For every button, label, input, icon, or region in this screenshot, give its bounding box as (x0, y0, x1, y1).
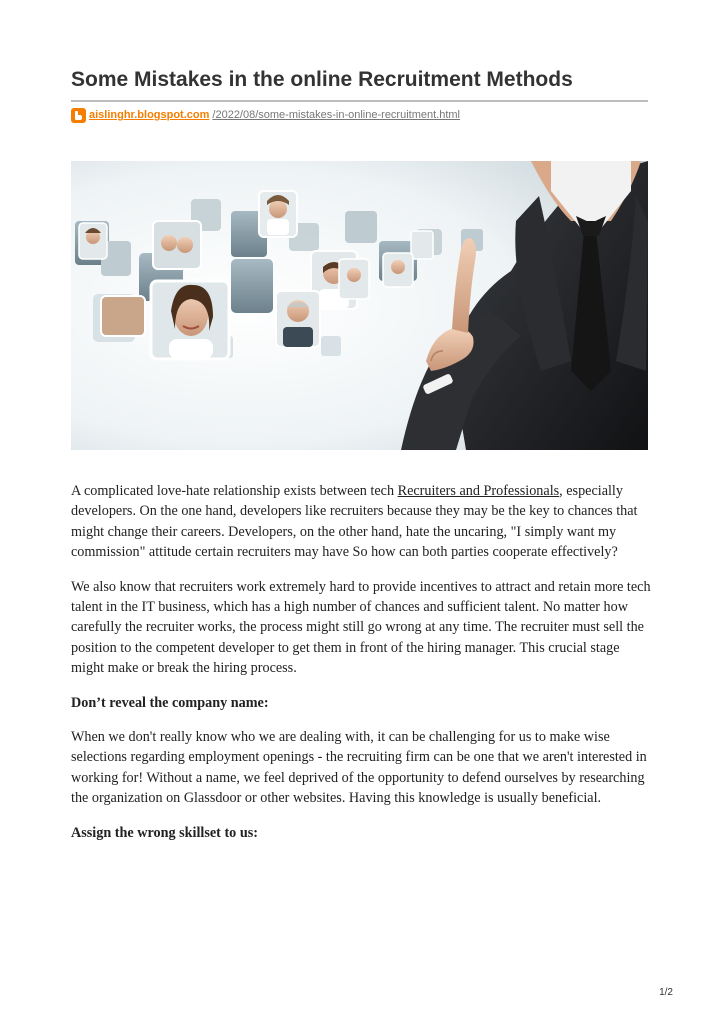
source-domain[interactable]: aislinghr.blogspot.com (89, 109, 210, 121)
page-number: 1/2 (659, 987, 673, 998)
paragraph-company-name: When we don't really know who we are dealing with, it can be challenging for us to make wise selections regarding employment openings - the recruiting firm can be one that we aren't interested in working for! Without a name, we feel deprived of the opportunity to defend ourselves by researching the organization on Glassdoor or other websites. Having this knowledge is usually beneficial. (71, 729, 647, 807)
page-title: Some Mistakes in the online Recruitment Methods (71, 68, 573, 91)
article-body (71, 481, 651, 857)
hero-image (71, 161, 648, 450)
intro-text-end: , especially developers. On the one hand, developers like recruiters because they may be the key to chances that might change their careers. Developers, on the other hand, hate the uncaring, "I simply want my commission" attitude certain recruiters may have So how can both parties cooperate effectively? (71, 483, 638, 561)
source-link[interactable] (71, 106, 460, 124)
section-heading-company-name: Don’t reveal the company name: (71, 694, 269, 711)
section-heading-skillset: Assign the wrong skillset to us: (71, 824, 258, 841)
source-path[interactable]: /2022/08/some-mistakes-in-online-recruitment.html (212, 109, 461, 121)
paragraph-recruiters: We also know that recruiters work extremely hard to provide incentives to attract and retain more tech talent in the IT business, which has a high number of chances and sufficient talent. No matter how carefully the recruiter works, the process might still go wrong at any time. The recruiter must sell the position to the competent developer to get them in front of the hiring manager. This crucial stage might make or break the hiring process. (71, 578, 651, 677)
blogger-icon (71, 108, 86, 123)
recruiters-link[interactable]: Recruiters and Professionals (397, 483, 560, 499)
hero-illustration (71, 161, 648, 450)
paragraph-intro (71, 481, 651, 563)
title-divider (71, 100, 648, 102)
intro-text-start: A complicated love-hate relationship exists between tech (71, 483, 398, 499)
